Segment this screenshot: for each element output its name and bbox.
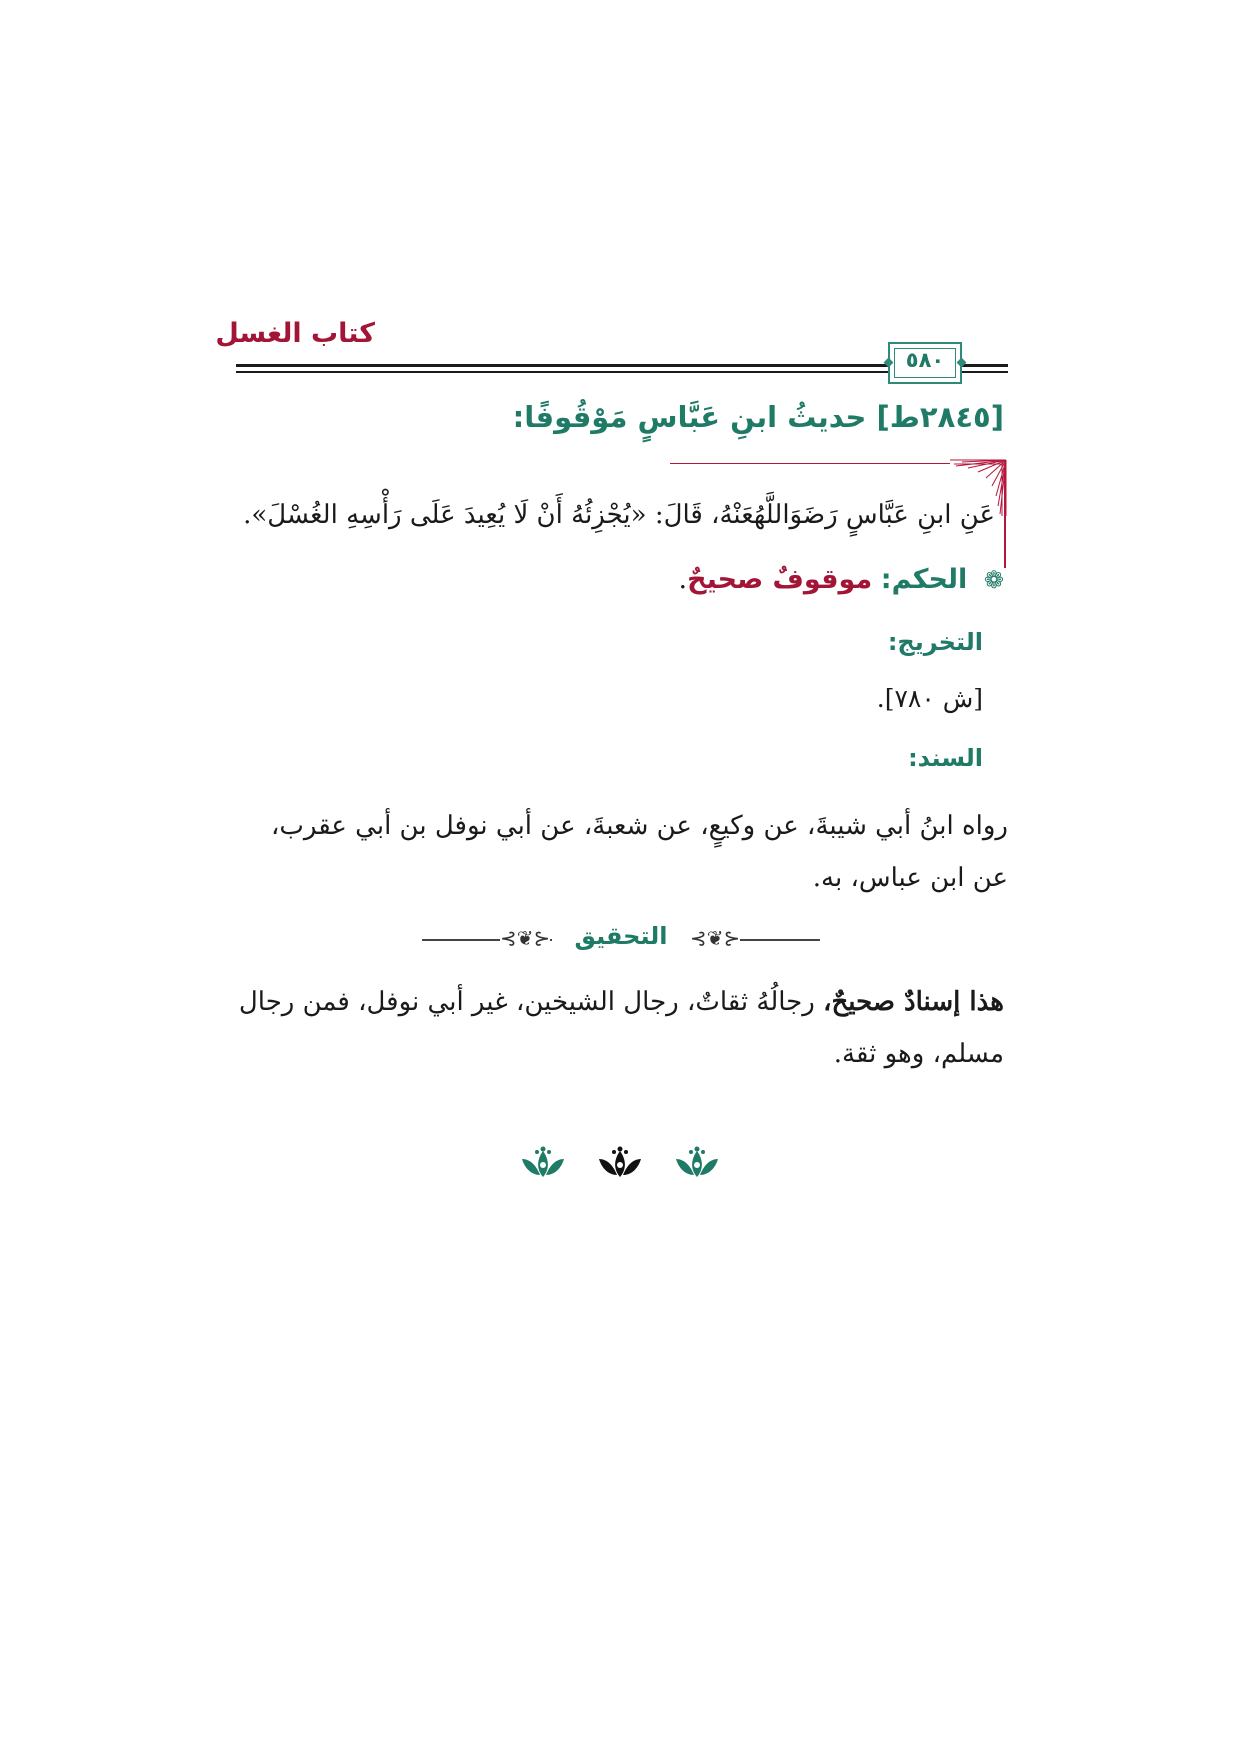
- flower-ornament-icon: ❁: [983, 566, 1004, 594]
- lotus-ornament-icon: [520, 1145, 566, 1179]
- header-rule: [236, 364, 996, 367]
- page-number-frame: [888, 342, 962, 384]
- ruling-period: .: [678, 564, 688, 595]
- book-title: كتاب الغسل: [215, 318, 375, 349]
- tahqiq-label: التحقيق: [552, 922, 690, 950]
- tahqiq-verdict: هذا إسنادٌ صحيحٌ،: [823, 987, 1004, 1017]
- tahqiq-divider: [422, 920, 820, 960]
- hadith-heading: [٢٨٤٥ط] حديثُ ابنِ عَبَّاسٍ مَوْقُوفًا:: [512, 400, 1004, 434]
- header-rule: [972, 371, 1008, 373]
- page-number: ٥٨٠: [905, 348, 945, 372]
- header-rule: [236, 371, 996, 373]
- ruling-line: [224, 564, 1004, 595]
- lotus-ornament-icon: [597, 1145, 643, 1179]
- takhrij-text: [ش ٧٨٠].: [876, 684, 983, 713]
- sanad-label: السند:: [908, 744, 983, 772]
- ruling-label: الحكم:: [880, 564, 968, 595]
- ruling-value: موقوفٌ صحيحٌ: [687, 564, 873, 595]
- lotus-ornament-icon: [674, 1145, 720, 1179]
- quote-top-line: [670, 463, 950, 464]
- header-rule: [972, 364, 1008, 367]
- tahqiq-text: [224, 976, 1004, 1080]
- hadith-text: عَنِ ابنِ عَبَّاسٍ رَضَوَاللَّهُعَنْهُ، قَالَ: «يُجْزِئُهُ أَنْ لَا يُعِيدَ عَلَى رَأْسِهِ الغُسْلَ».: [243, 500, 995, 530]
- flourish-right-icon: ⊰❦⊱: [690, 926, 741, 950]
- flourish-left-icon: ⊰❦⊱: [500, 926, 551, 950]
- sanad-text: رواه ابنُ أبي شيبةَ، عن وكيعٍ، عن شعبةَ، عن أبي نوفل بن أبي عقرب، عن ابن عباس، به.: [271, 811, 1008, 893]
- takhrij-label: التخريج:: [887, 628, 983, 656]
- tahqiq-body: رجالُهُ ثقاتٌ، رجال الشيخين، غير أبي نوفل، فمن رجال مسلم، وهو ثقة.: [238, 987, 1004, 1069]
